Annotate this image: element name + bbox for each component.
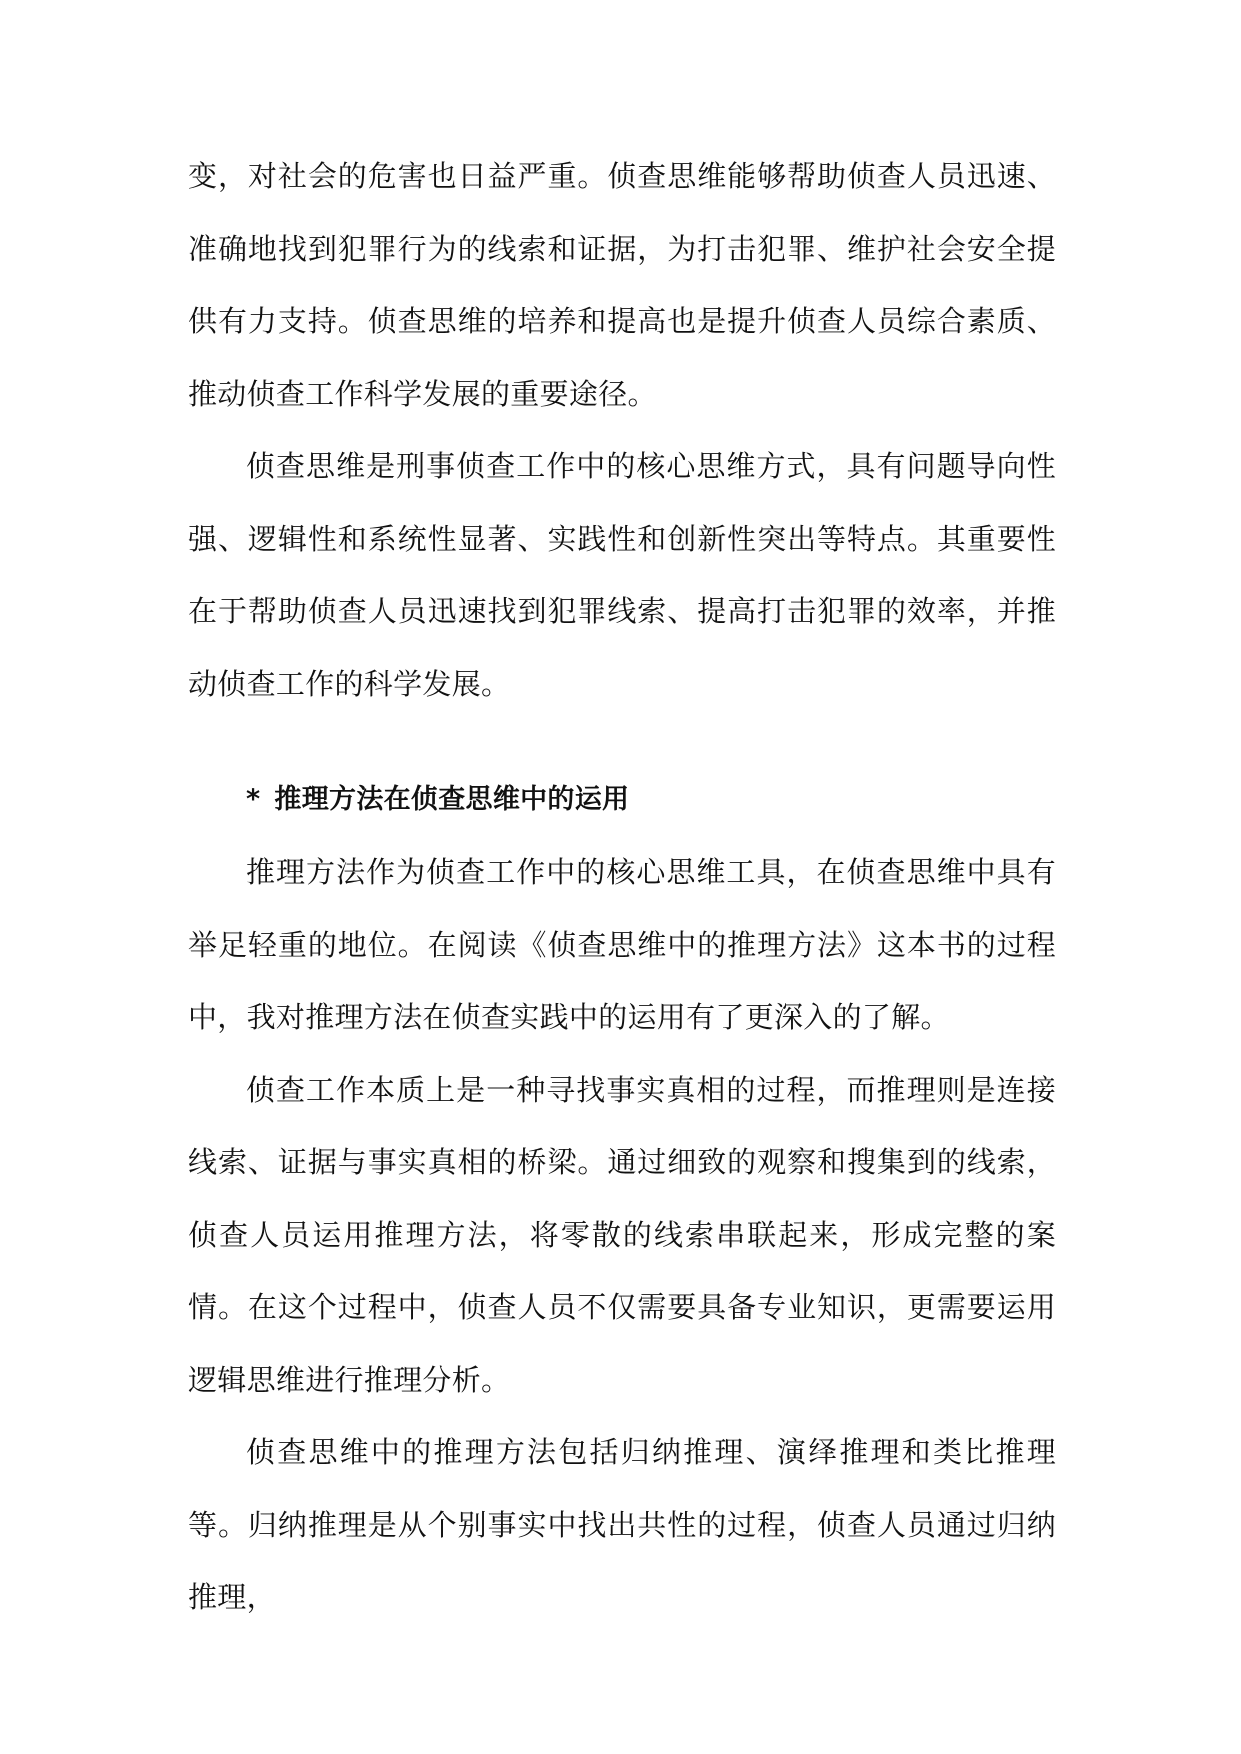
paragraph-2: 侦查思维是刑事侦查工作中的核心思维方式，具有问题导向性强、逻辑性和系统性显著、实践性和创新性突出等特点。其重要性在于帮助侦查人员迅速找到犯罪线索、提高打击犯罪的效率，并推动侦查工作的科学发展。 bbox=[188, 449, 1056, 701]
paragraph-1: 变，对社会的危害也日益严重。侦查思维能够帮助侦查人员迅速、准确地找到犯罪行为的线索和证据，为打击犯罪、维护社会安全提供有力支持。侦查思维的培养和提高也是提升侦查人员综合素质、推动侦查工作科学发展的重要途径。 bbox=[188, 159, 1056, 411]
paragraph-4: 侦查工作本质上是一种寻找事实真相的过程，而推理则是连接线索、证据与事实真相的桥梁。通过细致的观察和搜集到的线索，侦查人员运用推理方法，将零散的线索串联起来，形成完整的案情。在这个过程中，侦查人员不仅需要具备专业知识，更需要运用逻辑思维进行推理分析。 bbox=[188, 1072, 1056, 1397]
paragraph-5: 侦查思维中的推理方法包括归纳推理、演绎推理和类比推理等。归纳推理是从个别事实中找出共性的过程，侦查人员通过归纳推理， bbox=[188, 1435, 1056, 1614]
section-heading bbox=[188, 764, 1056, 836]
paragraph-3: 推理方法作为侦查工作中的核心思维工具，在侦查思维中具有举足轻重的地位。在阅读《侦查思维中的推理方法》这本书的过程中，我对推理方法在侦查实践中的运用有了更深入的了解。 bbox=[188, 855, 1056, 1034]
document-body bbox=[188, 140, 1056, 1634]
heading-text: 推理方法在侦查思维中的运用 bbox=[274, 784, 630, 815]
heading-bullet: * bbox=[246, 784, 261, 815]
